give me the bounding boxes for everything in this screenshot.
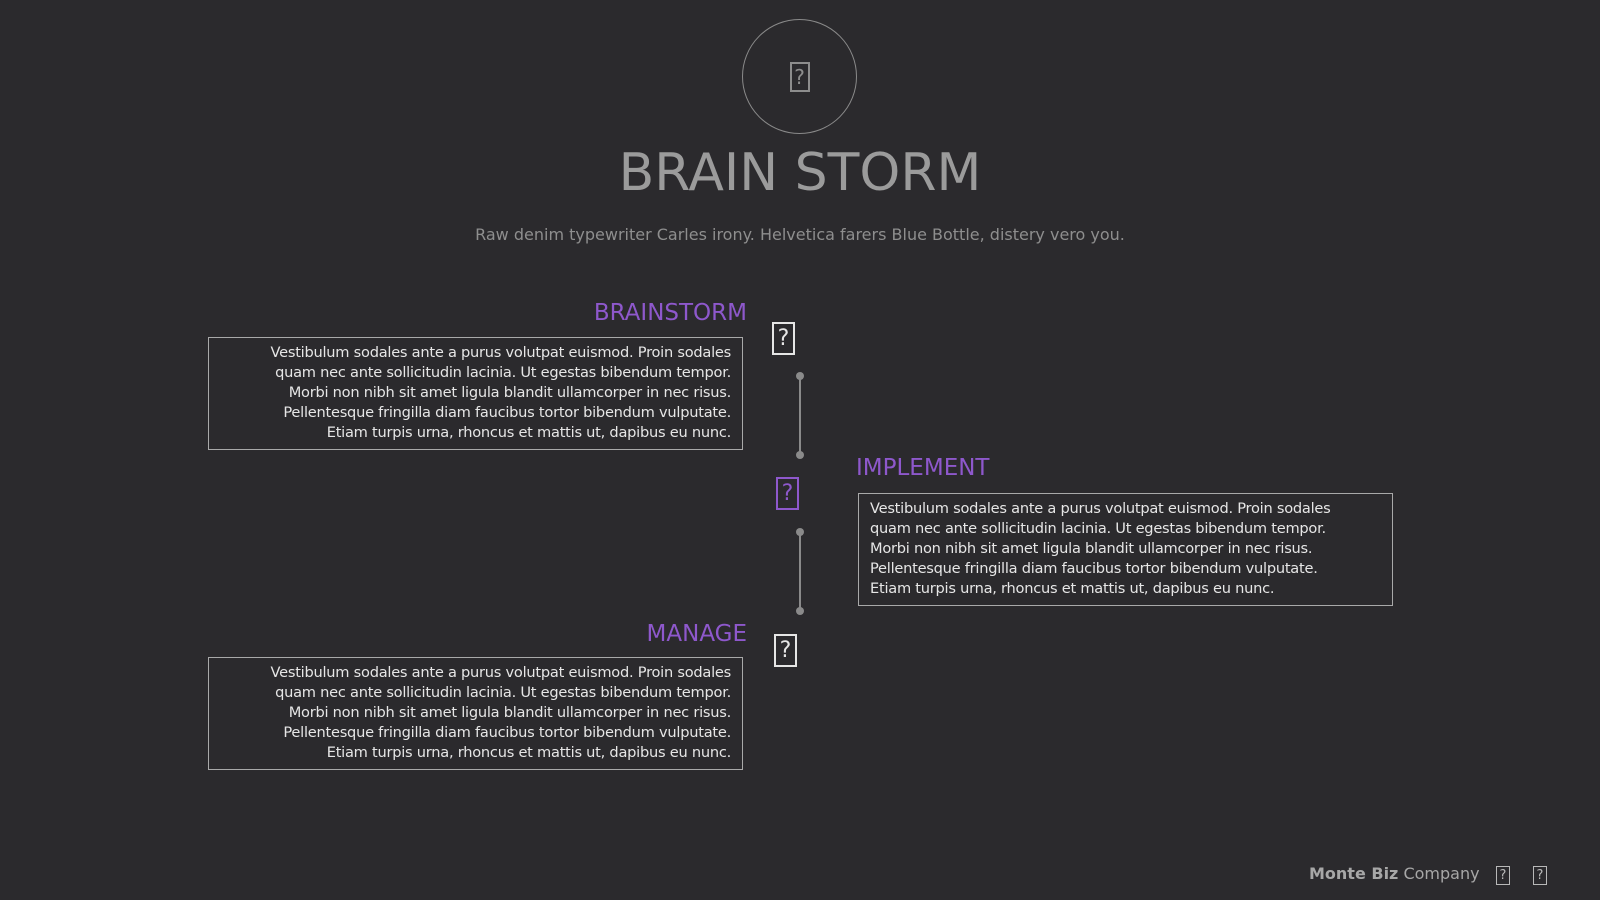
footer-company — [1309, 864, 1480, 883]
description-line: Pellentesque fringilla diam faucibus tortor bibendum vulputate. — [283, 404, 731, 421]
description-line: Morbi non nibh sit amet ligula blandit ullamcorper in nec risus. — [288, 704, 731, 721]
question-box-icon: ? — [774, 634, 797, 667]
description-line: Etiam turpis urna, rhoncus et mattis ut, dapibus eu nunc. — [326, 744, 731, 761]
question-box-icon: ? — [1496, 866, 1510, 885]
description-line: Morbi non nibh sit amet ligula blandit ullamcorper in nec risus. — [870, 540, 1313, 557]
question-box-icon: ? — [790, 62, 810, 92]
step-heading-manage: MANAGE — [646, 621, 747, 647]
description-line: Etiam turpis urna, rhoncus et mattis ut, dapibus eu nunc. — [870, 580, 1275, 597]
question-box-icon: ? — [776, 477, 799, 510]
connector-dot — [796, 451, 804, 459]
description-line: Pellentesque fringilla diam faucibus tortor bibendum vulputate. — [283, 724, 731, 741]
page-title: BRAIN STORM — [618, 143, 982, 203]
step-description-manage — [208, 657, 743, 770]
footer-brand: Monte Biz — [1309, 864, 1399, 883]
description-line: Morbi non nibh sit amet ligula blandit ullamcorper in nec risus. — [288, 384, 731, 401]
header-circle — [742, 19, 857, 134]
description-line: Vestibulum sodales ante a purus volutpat euismod. Proin sodales — [870, 500, 1331, 517]
question-box-icon: ? — [1533, 866, 1547, 885]
description-line: quam nec ante sollicitudin lacinia. Ut egestas bibendum tempor. — [870, 520, 1326, 537]
page-subtitle: Raw denim typewriter Carles irony. Helvetica farers Blue Bottle, distery vero you. — [475, 225, 1125, 244]
connector-dot — [796, 607, 804, 615]
step-description-brainstorm — [208, 337, 743, 450]
description-line: quam nec ante sollicitudin lacinia. Ut egestas bibendum tempor. — [275, 684, 731, 701]
connector-line — [799, 376, 801, 455]
description-line: Etiam turpis urna, rhoncus et mattis ut, dapibus eu nunc. — [326, 424, 731, 441]
step-heading-implement: IMPLEMENT — [856, 455, 990, 481]
connector-line — [799, 532, 801, 611]
step-heading-brainstorm: BRAINSTORM — [593, 300, 747, 326]
footer-company-label: Company — [1403, 864, 1480, 883]
step-description-implement — [858, 493, 1393, 606]
description-line: Vestibulum sodales ante a purus volutpat euismod. Proin sodales — [270, 664, 731, 681]
description-line: Vestibulum sodales ante a purus volutpat euismod. Proin sodales — [270, 344, 731, 361]
question-box-icon: ? — [772, 322, 795, 355]
description-line: Pellentesque fringilla diam faucibus tortor bibendum vulputate. — [870, 560, 1318, 577]
description-line: quam nec ante sollicitudin lacinia. Ut egestas bibendum tempor. — [275, 364, 731, 381]
